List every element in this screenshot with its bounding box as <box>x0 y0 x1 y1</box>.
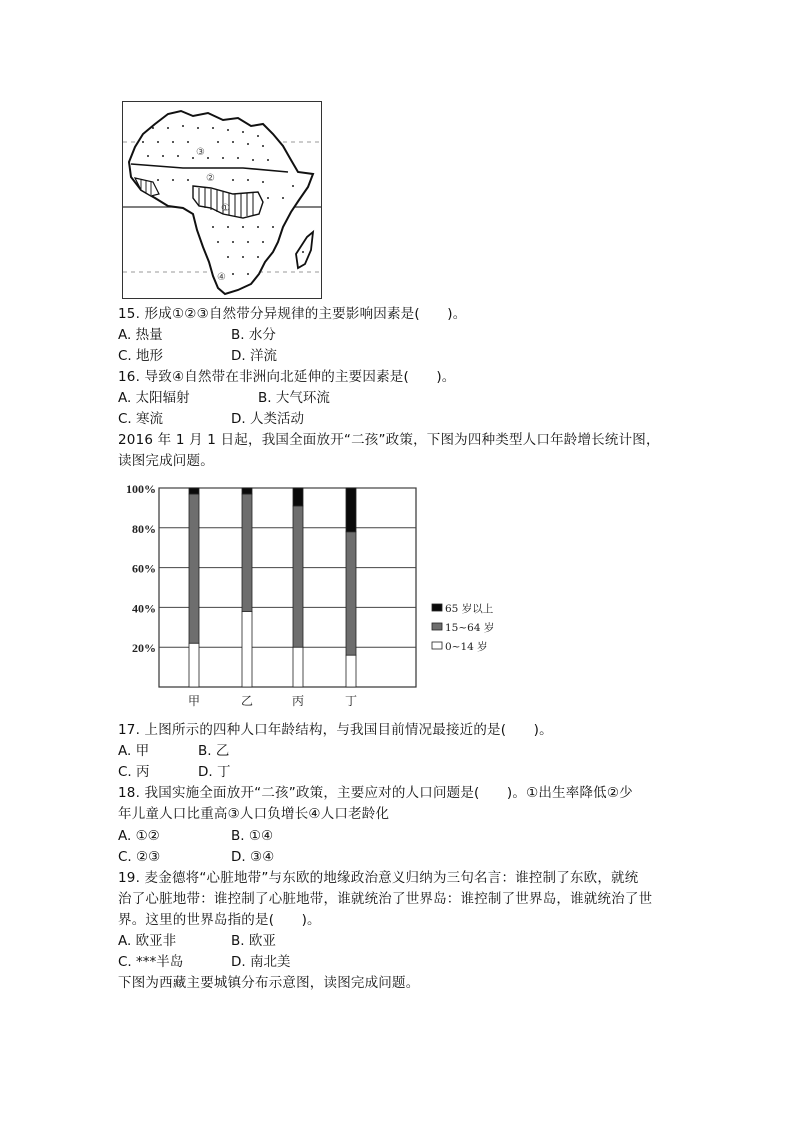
africa-natural-zone-map <box>122 101 322 299</box>
intro-tibet-map: 下图为西藏主要城镇分布示意图，读图完成问题。 <box>118 975 420 991</box>
q16-option-a[interactable]: A. 太阳辐射 <box>118 390 190 406</box>
y-tick-label: 100% <box>126 482 156 496</box>
q16-option-d[interactable]: D. 人类活动 <box>231 411 304 427</box>
q18-option-b[interactable]: B. ①④ <box>231 828 274 844</box>
question-17-stem: 17. 上图所示的四种人口年龄结构，与我国目前情况最接近的是( )。 <box>118 722 553 738</box>
y-tick-label: 80% <box>132 521 156 536</box>
y-tick-label: 60% <box>132 561 156 576</box>
bar-segment <box>189 494 199 643</box>
q18-option-a[interactable]: A. ①② <box>118 828 160 844</box>
q15-option-a[interactable]: A. 热量 <box>118 327 163 343</box>
x-category-label: 乙 <box>240 694 254 708</box>
legend-swatch <box>432 642 442 649</box>
bar-segment <box>242 611 252 687</box>
africa-map-graphic <box>123 102 321 298</box>
question-15-stem: 15. 形成①②③自然带分异规律的主要影响因素是( )。 <box>118 306 467 322</box>
q15-option-d[interactable]: D. 洋流 <box>231 348 277 364</box>
q17-option-d[interactable]: D. 丁 <box>198 764 231 780</box>
q19-option-a[interactable]: A. 欧亚非 <box>118 933 177 949</box>
bar-segment <box>346 488 356 532</box>
x-category-label: 丙 <box>291 694 305 708</box>
population-age-structure-chart <box>118 478 508 712</box>
question-18-stem-line1: 18. 我国实施全面放开“二孩”政策，主要应对的人口问题是( )。①出生率降低②少 <box>118 785 633 801</box>
x-category-label: 丁 <box>344 694 358 708</box>
legend-swatch <box>432 604 442 611</box>
zone-label-1: ① <box>221 203 230 214</box>
chart-graphic <box>118 478 508 712</box>
y-tick-label: 40% <box>132 601 156 616</box>
legend-swatch <box>432 623 442 630</box>
legend-label: 65 岁以上 <box>445 603 494 615</box>
q15-option-c[interactable]: C. 地形 <box>118 348 164 364</box>
q18-option-c[interactable]: C. ②③ <box>118 849 161 865</box>
bar-segment <box>293 647 303 687</box>
bar-segment <box>293 488 303 506</box>
q16-option-b[interactable]: B. 大气环流 <box>258 390 330 406</box>
question-19-stem-line1: 19. 麦金德将“心脏地带”与东欧的地缘政治意义归纳为三句名言：谁控制了东欧，就统 <box>118 870 639 886</box>
question-19-stem-line2: 治了心脏地带：谁控制了心脏地带，谁就统治了世界岛：谁控制了世界岛，谁就统治了世 <box>118 891 653 907</box>
question-16-stem: 16. 导致④自然带在非洲向北延伸的主要因素是( )。 <box>118 369 456 385</box>
bar-segment <box>242 494 252 611</box>
legend-label: 15~64 岁 <box>445 622 495 634</box>
q19-option-d[interactable]: D. 南北美 <box>231 954 291 970</box>
question-18-stem-line2: 年儿童人口比重高③人口负增长④人口老龄化 <box>118 806 390 822</box>
intro-population-line2: 读图完成问题。 <box>118 453 214 469</box>
q19-option-b[interactable]: B. 欧亚 <box>231 933 276 949</box>
question-19-stem-line3: 界。这里的世界岛指的是( )。 <box>118 912 321 928</box>
q18-option-d[interactable]: D. ③④ <box>231 849 275 865</box>
q17-option-b[interactable]: B. 乙 <box>198 743 230 759</box>
zone-label-3: ③ <box>196 147 205 158</box>
q15-option-b[interactable]: B. 水分 <box>231 327 276 343</box>
q19-option-c[interactable]: C. ***半岛 <box>118 954 184 970</box>
bar-segment <box>242 488 252 494</box>
intro-population-line1: 2016 年 1 月 1 日起，我国全面放开“二孩”政策，下图为四种类型人口年龄增长统计图， <box>118 432 660 448</box>
bar-segment <box>293 506 303 647</box>
bar-segment <box>346 532 356 655</box>
bar-segment <box>346 655 356 687</box>
y-tick-label: 20% <box>132 641 156 656</box>
q17-option-a[interactable]: A. 甲 <box>118 743 150 759</box>
x-category-label: 甲 <box>187 694 201 708</box>
bar-segment <box>189 643 199 687</box>
bar-segment <box>189 488 199 494</box>
q16-option-c[interactable]: C. 寒流 <box>118 411 164 427</box>
q17-option-c[interactable]: C. 丙 <box>118 764 150 780</box>
legend-label: 0~14 岁 <box>445 641 488 653</box>
zone-label-4: ④ <box>217 272 226 283</box>
zone-label-2: ② <box>206 173 215 184</box>
